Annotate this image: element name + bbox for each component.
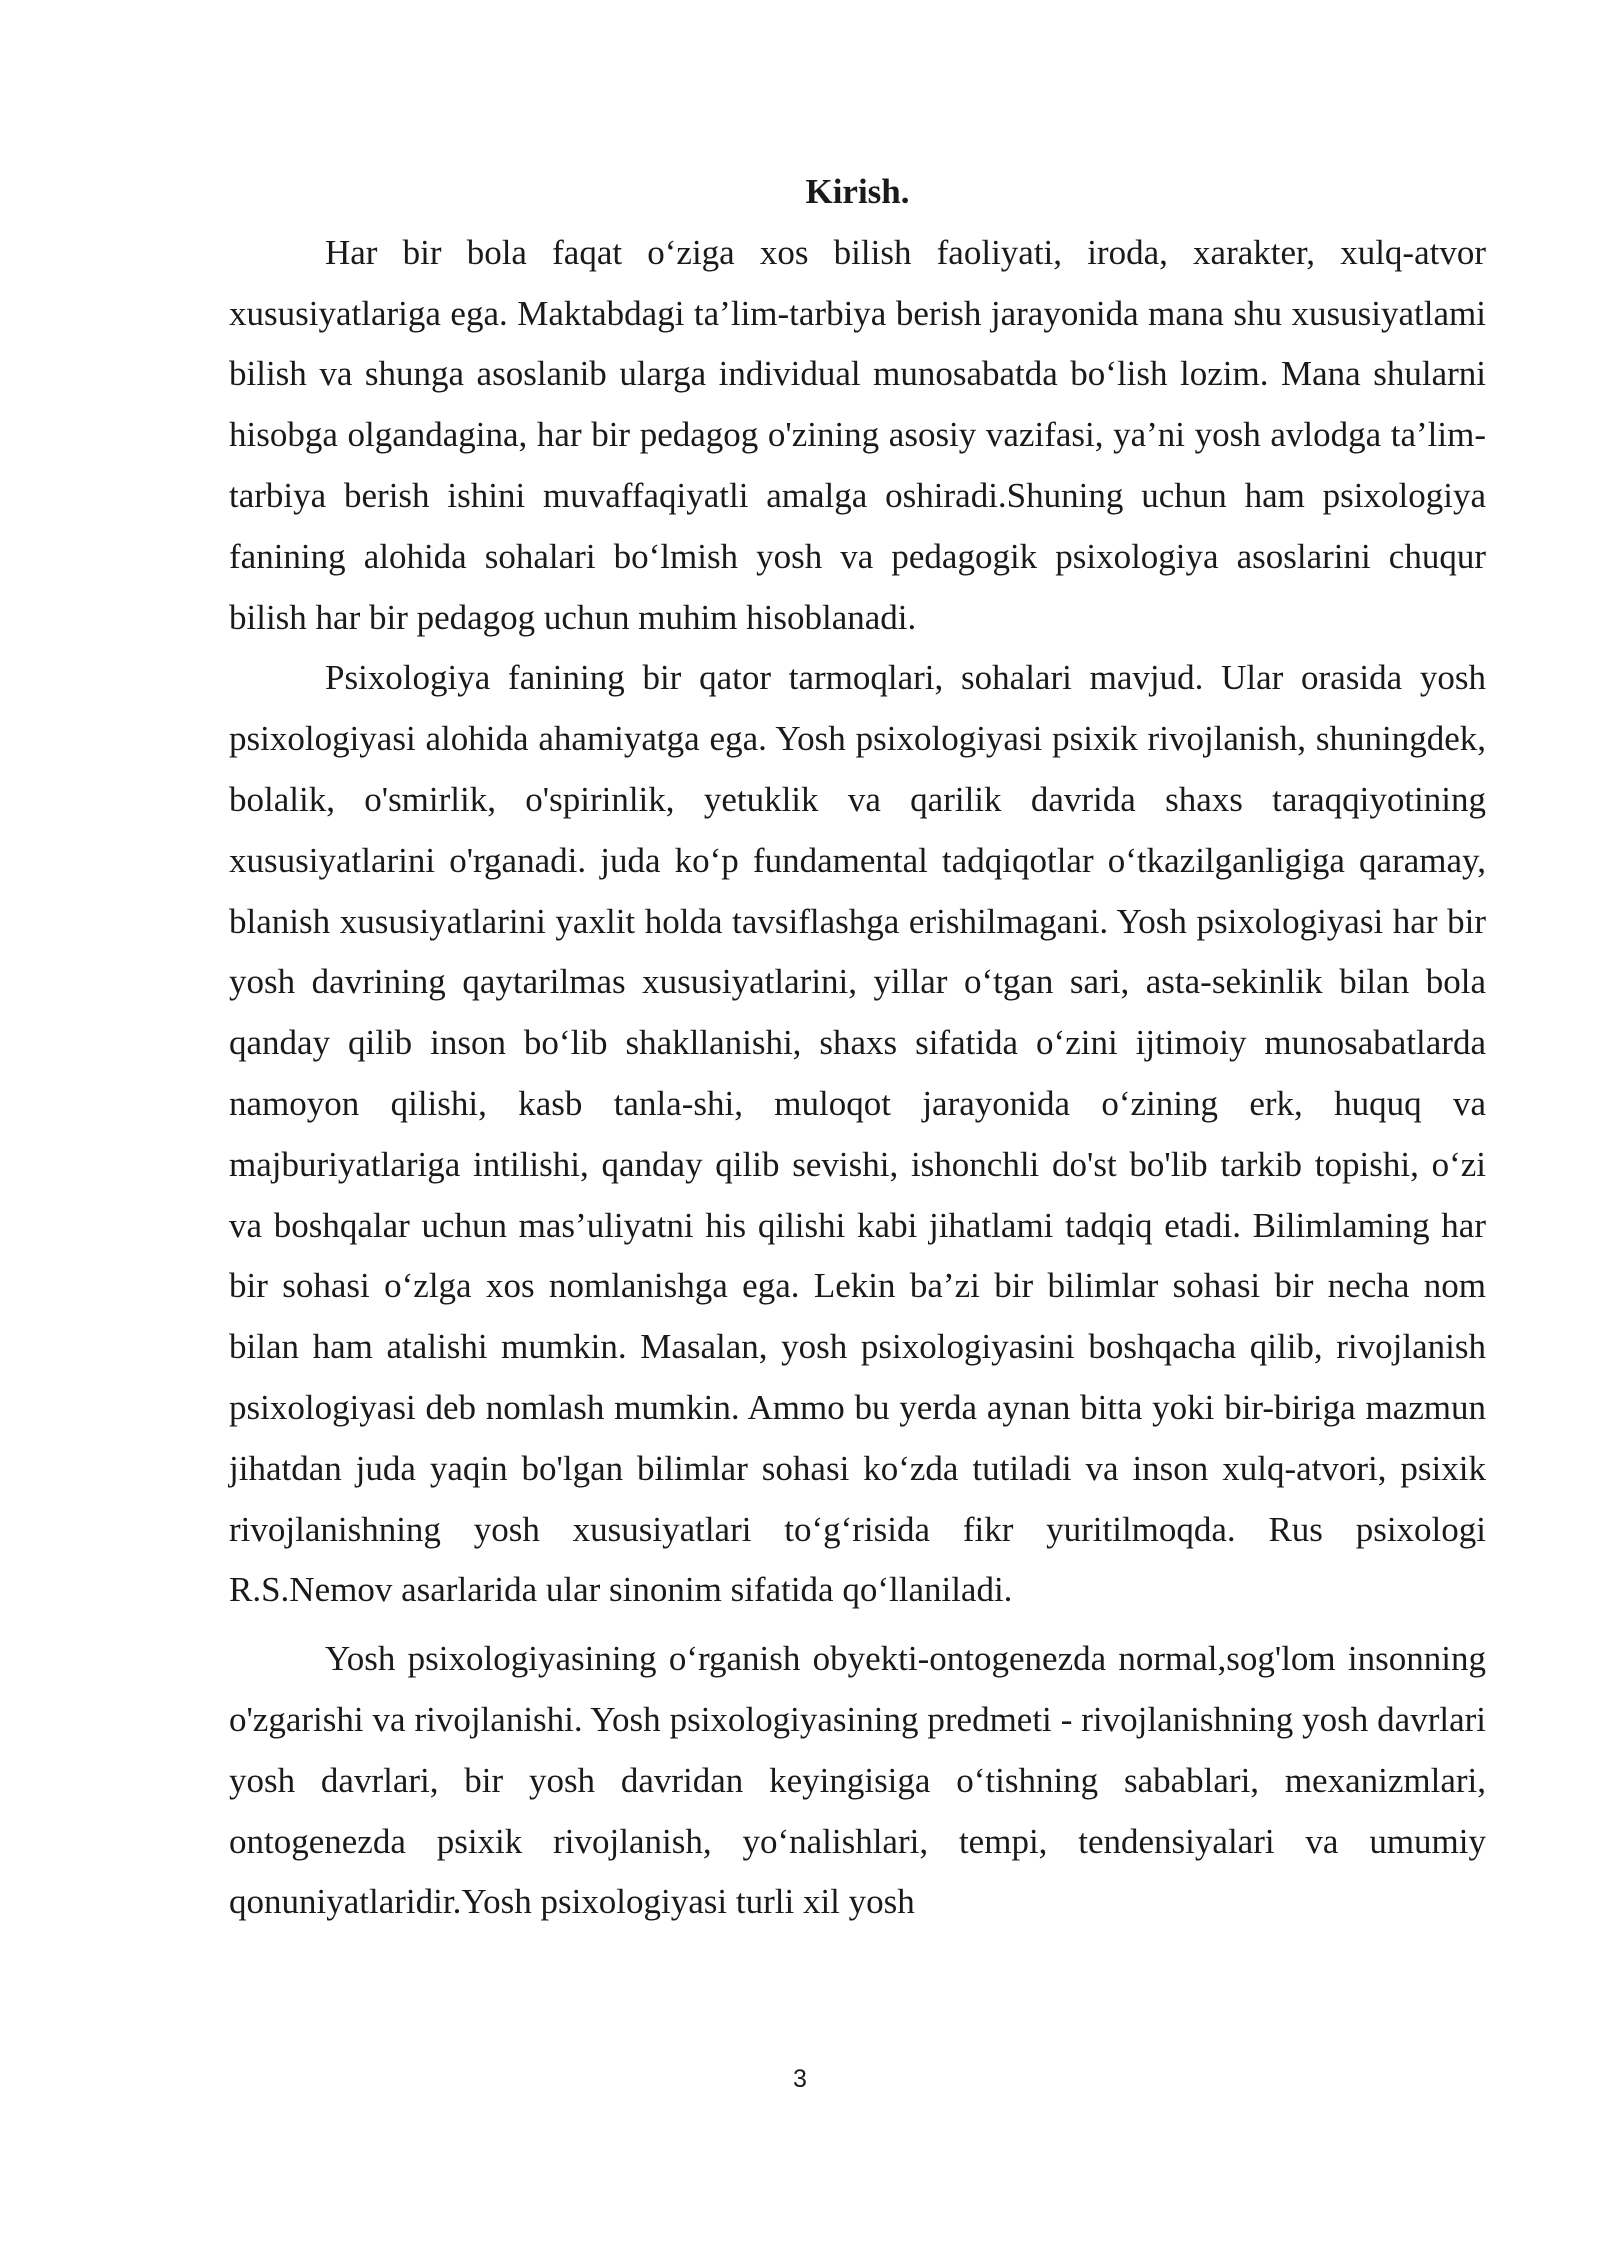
paragraph-intro: Har bir bola faqat o‘ziga xos bilish faoliyati, iroda, xarakter, xulq-atvor xususiyatlariga ega. Maktabdagi ta’lim-tarbiya berish jarayonida mana shu xususiyatlami bilish va shunga asoslanib ularga individual munosabatda bo‘lish lozim. Mana shularni hisobga olgandagina, har bir pedagog o'zining asosiy vazifasi, ya’ni yosh avlodga ta’lim-tarbiya berish ishini muvaffaqiyatli amalga oshiradi.Shuning uchun ham psixologiya fanining alohida sohalari bo‘lmish yosh va pedagogik psixologiya asoslarini chuqur bilish har bir pedagog uchun muhim hisoblanadi. [229,232,1486,637]
page-number: 3 [793,2065,807,2093]
section-heading: Kirish. [805,172,910,211]
paragraph-psychology-branches: Psixologiya fanining bir qator tarmoqlari, sohalari mavjud. Ular orasida yosh psixologiyasi alohida ahamiyatga ega. Yosh psixologiyasi psixik rivojlanish, shuningdek, bolalik, o'smirlik, o'spirinlik, yetuklik va qarilik davrida shaxs taraqqiyotining xususiyatlarini o'rganadi. juda ko‘p fundamental tadqiqotlar o‘tkazilganligiga qaramay, blanish xususiyatlarini yaxlit holda tavsiflashga erishilmagani. Yosh psixologiyasi har bir yosh davrining qaytarilmas xususiyatlarini, yillar o‘tgan sari, asta-sekinlik bilan bola qanday qilib inson bo‘lib shakllanishi, shaxs sifatida o‘zini ijtimoiy munosabatlarda namoyon qilishi, kasb tanla-shi, muloqot jarayonida o‘zining erk, huquq va majburiyatlariga intilishi, qanday qilib sevishi, ishonchli do'st bo'lib tarkib topishi, o‘zi va boshqalar uchun mas’uliyatni his qilishi kabi jihatlami tadqiq etadi. Bilimlaming har bir sohasi o‘zlga xos nomlanishga ega. Lekin ba’zi bir bilimlar sohasi bir necha nom bilan ham atalishi mumkin. Masalan, yosh psixologiyasini boshqacha qilib, rivojlanish psixologiyasi deb nomlash mumkin. Ammo bu yerda aynan bitta yoki bir-biriga mazmun jihatdan juda yaqin bo'lgan bilimlar sohasi ko‘zda tutiladi va inson xulq-atvori, psixik rivojlanishning yosh xususiyatlari to‘g‘risida fikr yuritilmoqda. Rus psixologi R.S.Nemov asarlarida ular sinonim sifatida qo‘llaniladi. [229,658,1486,1610]
paragraph-object-subject: Yosh psixologiyasining o‘rganish obyekti-ontogenezda normal,sog'lom insonning o'zgarishi va rivojlanishi. Yosh psixologiyasining predmeti - rivojlanishning yosh davrlari yosh davrlari, bir yosh davridan keyingisiga o‘tishning sabablari, mexanizmlari, ontogenezda psixik rivojlanish, yo‘nalishlari, tempi, tendensiyalari va umumiy qonuniyatlaridir.Yosh psixologiyasi turli xil yosh [229,1639,1486,1922]
page-body [229,162,1486,1933]
